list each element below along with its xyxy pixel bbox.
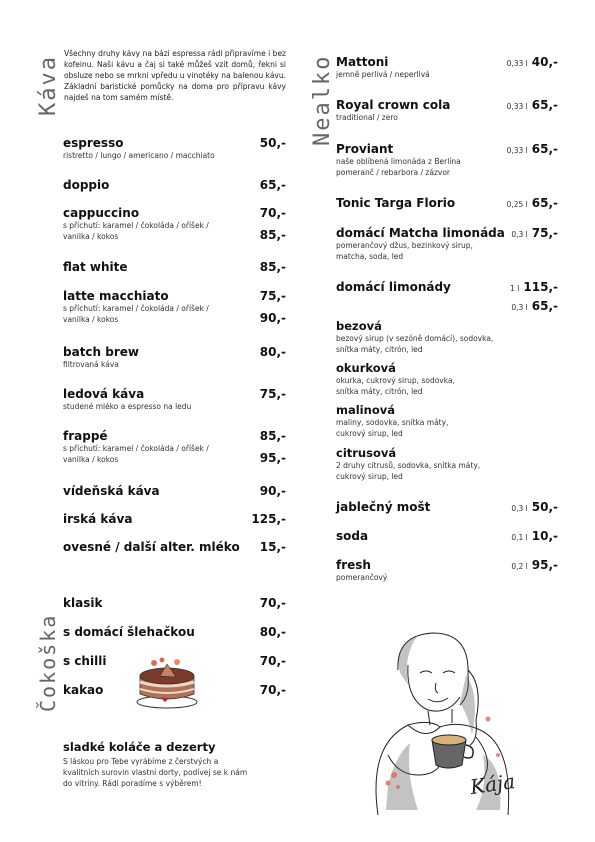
item-price: 95,-: [531, 558, 558, 572]
item-desc: jemně perlivá / neperlivá: [336, 70, 430, 79]
item-price: 10,-: [531, 529, 558, 543]
dessert-text: S láskou pro Tebe vyrábíme z čerstvých a kvalitních surovin vlastní dorty, podívej se k nám do vitríny. Rádi poradíme s výběrem!: [63, 757, 248, 788]
item-price-row: [480, 98, 558, 112]
item-price: 70,-: [259, 206, 286, 220]
item-price: 75,-: [259, 289, 286, 303]
list-item: [63, 136, 215, 161]
item-desc: studené mléko a espresso na ledu: [63, 402, 192, 411]
list-item: [336, 319, 516, 355]
item-name: malinová: [336, 403, 395, 417]
item-price: 125,-: [251, 512, 286, 526]
item-price: 50,-: [531, 500, 558, 514]
item-volume: 0,33 l: [506, 102, 528, 111]
item-volume: 0,2 l: [511, 562, 528, 571]
list-item: [336, 55, 430, 80]
item-price: 65,-: [531, 299, 558, 313]
item-price: 65,-: [531, 98, 558, 112]
item-volume: 1 l: [510, 284, 520, 293]
item-desc: pomerančový: [336, 573, 388, 582]
item-price: 90,-: [259, 484, 286, 498]
dessert-block: [63, 740, 253, 789]
item-price-row: [480, 500, 558, 514]
list-item: [336, 403, 464, 439]
item-desc: naše oblíbená limonáda z Berlína pomeranč / rebarbora / zázvor: [336, 157, 461, 177]
item-volume: 0,3 l: [511, 504, 528, 513]
item-name: soda: [336, 529, 369, 543]
intro-text: Všechny druhy kávy na bázi espressa rádi připravíme i bez kofeinu. Naši kávu a čaj si také můžeš vzít domů, řekni si obsluze nebo se mrkni vpředu u vinotéky na balenou kávu. Základní baristické pomůcky na doma pro přípravu kávy najdeš na tom samém místě.: [64, 49, 286, 102]
item-price: 15,-: [259, 540, 286, 554]
item-volume: 0,1 l: [511, 533, 528, 542]
item-desc: pomerančový džus, bezinkový sirup, matcha, soda, led: [336, 241, 473, 261]
item-price: 65,-: [531, 142, 558, 156]
item-price-row: [480, 55, 558, 69]
item-price: 85,-: [259, 429, 286, 443]
item-price: 40,-: [531, 55, 558, 69]
item-name: citrusová: [336, 446, 397, 460]
list-item: [63, 178, 109, 192]
item-price-row: [480, 529, 558, 543]
cake-illustration: [132, 652, 202, 710]
item-desc: s příchutí: karamel / čokoláda / oříšek / vanilka / kokos: [63, 221, 209, 241]
item-desc: s příchutí: karamel / čokoláda / oříšek / vanilka / kokos: [63, 444, 209, 464]
item-name: ledová káva: [63, 387, 145, 401]
list-item: [63, 429, 233, 465]
item-name: domácí limonády: [336, 280, 451, 294]
item-name: vídeňská káva: [63, 484, 160, 498]
item-price-flavored: 95,-: [259, 451, 286, 465]
list-item: [336, 98, 450, 123]
item-name: ovesné / další alter. mléko: [63, 540, 240, 554]
item-price: 70,-: [259, 654, 286, 668]
item-price: 65,-: [531, 196, 558, 210]
list-item: [336, 529, 368, 543]
list-item: [63, 540, 240, 554]
item-price: 75,-: [259, 387, 286, 401]
item-price-row: [480, 226, 558, 240]
list-item: [336, 361, 476, 397]
item-price: 65,-: [259, 178, 286, 192]
item-name: espresso: [63, 136, 124, 150]
item-price-flavored: 90,-: [259, 311, 286, 325]
list-item: [336, 142, 486, 178]
item-name: irská káva: [63, 512, 133, 526]
item-name: domácí Matcha limonáda: [336, 226, 505, 240]
list-item: [63, 260, 128, 274]
list-item: [336, 196, 455, 210]
dessert-title: sladké koláče a dezerty: [63, 740, 216, 754]
item-name: okurková: [336, 361, 396, 375]
item-price: 50,-: [259, 136, 286, 150]
list-item: [336, 226, 504, 262]
item-name: flat white: [63, 260, 128, 274]
item-price: 70,-: [259, 683, 286, 697]
item-desc: ristretto / lungo / americano / macchiato: [63, 151, 215, 160]
item-name: jablečný mošt: [336, 500, 431, 514]
item-name: Proviant: [336, 142, 394, 156]
list-item: [63, 387, 191, 412]
item-desc: s příchutí: karamel / čokoláda / oříšek / vanilka / kokos: [63, 304, 209, 324]
item-name: fresh: [336, 558, 371, 572]
item-volume: 0,33 l: [506, 146, 528, 155]
item-name: latte macchiato: [63, 289, 169, 303]
item-desc: maliny, sodovka, snítka máty, cukrový sirup, led: [336, 418, 449, 438]
item-name: frappé: [63, 429, 108, 443]
list-item: [63, 484, 160, 498]
item-name: cappuccino: [63, 206, 140, 220]
item-volume: 0,3 l: [511, 230, 528, 239]
list-item: [63, 345, 139, 370]
item-price-row: [480, 280, 558, 294]
item-name: Mattoni: [336, 55, 389, 69]
item-name: Royal crown cola: [336, 98, 451, 112]
item-name: s chilli: [63, 654, 107, 668]
item-desc: filtrovaná káva: [63, 360, 119, 369]
item-name: batch brew: [63, 345, 139, 359]
kava-heading: Káva: [36, 55, 61, 116]
item-volume: 0,3 l: [511, 303, 528, 312]
item-name: klasik: [63, 596, 103, 610]
item-price: 70,-: [259, 596, 286, 610]
item-price-row: [480, 558, 558, 572]
barista-illustration: [348, 625, 548, 815]
item-name: Tonic Targa Florio: [336, 196, 456, 210]
item-volume: 0,25 l: [506, 200, 528, 209]
list-item: [63, 289, 233, 325]
item-price: 80,-: [259, 345, 286, 359]
list-item: [336, 500, 430, 514]
cokoska-heading: Čokoška: [36, 613, 60, 712]
item-desc: bezový sirup (v sezóně domácí), sodovka, snítka máty, citrón, led: [336, 334, 494, 354]
item-volume: 0,33 l: [506, 59, 528, 68]
signature: Kája: [468, 768, 517, 800]
list-item: [336, 280, 451, 294]
item-price-row: [480, 196, 558, 210]
list-item: [63, 512, 132, 526]
item-desc: 2 druhy citrusů, sodovka, snítka máty, cukrový sirup, led: [336, 461, 481, 481]
list-item: [336, 558, 387, 583]
item-price: 75,-: [531, 226, 558, 240]
item-price-row-small: [480, 299, 558, 313]
nealko-heading: Nealko: [310, 54, 335, 146]
item-price-flavored: 85,-: [259, 228, 286, 242]
item-price-row: [480, 142, 558, 156]
list-item: [63, 206, 233, 242]
list-item: [336, 446, 496, 482]
item-desc: traditional / zero: [336, 113, 398, 122]
item-name: s domácí šlehačkou: [63, 625, 195, 639]
item-price: 85,-: [259, 260, 286, 274]
item-name: bezová: [336, 319, 382, 333]
item-desc: okurka, cukrový sirup, sodovka, snítka máty, citrón, led: [336, 376, 455, 396]
item-name: kakao: [63, 683, 104, 697]
item-name: doppio: [63, 178, 110, 192]
item-price: 115,-: [523, 280, 558, 294]
item-price: 80,-: [259, 625, 286, 639]
